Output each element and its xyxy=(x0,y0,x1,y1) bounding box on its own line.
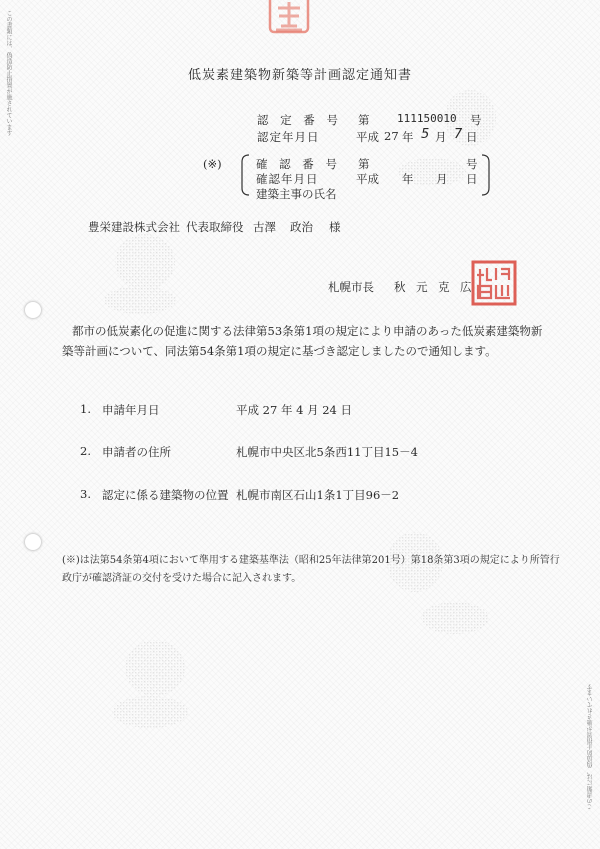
cert-date-year: 27 xyxy=(384,129,399,143)
confirmation-date-year-unit: 年 xyxy=(402,172,414,186)
addressee-honorific: 様 xyxy=(329,220,341,234)
issuer-name-char: 広 xyxy=(460,280,472,294)
confirmation-date-month-unit: 月 xyxy=(436,172,448,186)
confirmation-number-suffix: 号 xyxy=(466,157,478,171)
official-name-label: 建築主事の氏名 xyxy=(256,187,337,201)
item-label: 認定に係る建築物の位置 xyxy=(102,488,229,502)
cert-date-month-unit: 月 xyxy=(435,130,447,144)
item-label: 申請者の住所 xyxy=(102,445,171,459)
cert-date-day: 7 xyxy=(454,127,463,142)
issuer-title: 札幌市長 xyxy=(328,280,374,294)
addressee-company: 豊栄建設株式会社 xyxy=(88,220,180,234)
item-value: 札幌市南区石山1条1丁目96－2 xyxy=(236,488,400,502)
item-value: 札幌市中央区北5条西11丁目15－4 xyxy=(236,445,418,459)
right-bracket-icon xyxy=(481,154,491,196)
cert-date-label: 認定年月日 xyxy=(257,130,320,144)
cert-date-month: 5 xyxy=(421,127,430,142)
footnote-text: (※)は法第54条第4項において準用する建築基準法（昭和25年法律第201号）第18条第3項の規定により所管行政庁が確認済証の交付を受けた場合に記入されます。 xyxy=(62,555,560,584)
cert-date-day-unit: 日 xyxy=(466,130,478,144)
cert-date-year-unit: 年 xyxy=(402,130,414,144)
addressee-given-name: 政治 xyxy=(290,220,313,234)
cert-number-suffix: 号 xyxy=(470,113,482,127)
addressee-title: 代表取締役 xyxy=(186,220,244,234)
left-margin-text: この書類には、偽造防止措置が施されています xyxy=(5,10,12,136)
confirmation-date-label: 確認年月日 xyxy=(256,172,319,186)
item-label: 申請年月日 xyxy=(102,403,160,417)
item-number: 2. xyxy=(80,444,91,458)
issuer-name-char: 秋 xyxy=(394,280,406,294)
issuer-name-char: 克 xyxy=(438,280,450,294)
confirmation-marker: (※) xyxy=(203,157,222,171)
document-title: 低炭素建築物新築等計画認定通知書 xyxy=(187,68,412,83)
cert-date-era: 平成 xyxy=(356,130,379,144)
notice-body-text: 都市の低炭素化の促進に関する法律第53条第1項の規定により申請のあった低炭素建築物新築等計画について、同法第54条第1項の規定に基づき認定しましたので通知します。 xyxy=(62,324,543,358)
cert-number-value: 111150010 xyxy=(397,112,457,125)
cert-number-prefix: 第 xyxy=(358,113,370,127)
addressee-surname: 古澤 xyxy=(253,220,276,234)
item-value: 平成 27 年 4 月 24 日 xyxy=(236,403,353,417)
right-margin-text: この書類には、偽造防止措置が施されています xyxy=(587,684,594,810)
confirmation-number-label: 確 認 番 号 xyxy=(256,157,341,171)
item-number: 3. xyxy=(80,487,91,501)
left-bracket-icon xyxy=(240,154,250,196)
issuer-name-char: 元 xyxy=(416,280,428,294)
cert-number-label: 認 定 番 号 xyxy=(257,113,342,127)
confirmation-date-era: 平成 xyxy=(356,172,379,186)
confirmation-number-prefix: 第 xyxy=(358,157,370,171)
item-number: 1. xyxy=(80,402,91,416)
mayor-seal-icon xyxy=(471,260,517,306)
confirmation-date-day-unit: 日 xyxy=(466,172,478,186)
